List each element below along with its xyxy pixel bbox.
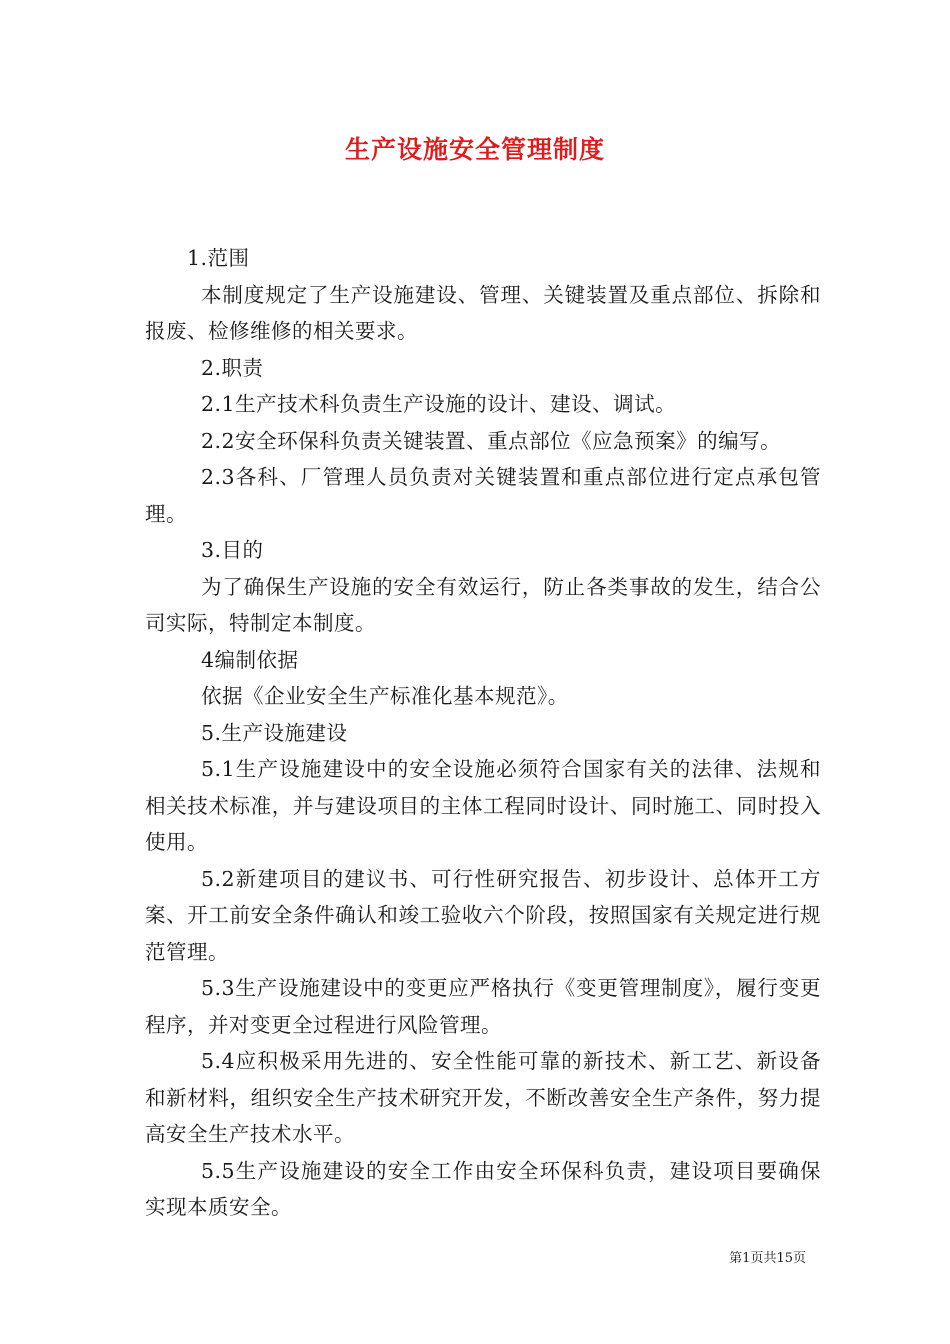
paragraph-construction-5-2: 5.2新建项目的建议书、可行性研究报告、初步设计、总体开工方案、开工前安全条件确认和竣工验收六个阶段，按照国家有关规定进行规范管理。 [145, 866, 821, 964]
paragraph-purpose: 为了确保生产设施的安全有效运行，防止各类事故的发生，结合公司实际，特制定本制度。 [145, 574, 821, 635]
paragraph-construction-5-3: 5.3生产设施建设中的变更应严格执行《变更管理制度》，履行变更程序，并对变更全过程进行风险管理。 [145, 976, 821, 1037]
paragraph-basis: 依据《企业安全生产标准化基本规范》。 [201, 684, 569, 708]
document-body [145, 240, 821, 1226]
section-heading-construction: 5.生产设施建设 [201, 720, 348, 745]
section-heading-scope: 1.范围 [187, 246, 250, 270]
paragraph-construction-5-5: 5.5生产设施建设的安全工作由安全环保科负责，建设项目要确保实现本质安全。 [145, 1158, 821, 1219]
paragraph-duty-2-2: 2.2安全环保科负责关键装置、重点部位《应急预案》的编写。 [201, 428, 782, 453]
section-heading-basis: 4编制依据 [201, 647, 299, 672]
paragraph-duty-2-3: 2.3各科、厂管理人员负责对关键装置和重点部位进行定点承包管理。 [145, 465, 821, 526]
section-heading-duties: 2.职责 [201, 355, 264, 380]
paragraph-duty-2-1: 2.1生产技术科负责生产设施的设计、建设、调试。 [201, 392, 677, 416]
page-number-footer: 第1页共15页 [729, 1251, 806, 1266]
document-title: 生产设施安全管理制度 [344, 135, 605, 164]
paragraph-construction-5-1: 5.1生产设施建设中的安全设施必须符合国家有关的法律、法规和相关技术标准，并与建设项目的主体工程同时设计、同时施工、同时投入使用。 [145, 757, 821, 854]
paragraph-scope: 本制度规定了生产设施建设、管理、关键装置及重点部位、拆除和报废、检修维修的相关要求。 [145, 282, 821, 343]
paragraph-construction-5-4: 5.4应积极采用先进的、安全性能可靠的新技术、新工艺、新设备和新材料，组织安全生产技术研究开发，不断改善安全生产条件，努力提高安全生产技术水平。 [145, 1049, 821, 1146]
section-heading-purpose: 3.目的 [201, 538, 264, 562]
